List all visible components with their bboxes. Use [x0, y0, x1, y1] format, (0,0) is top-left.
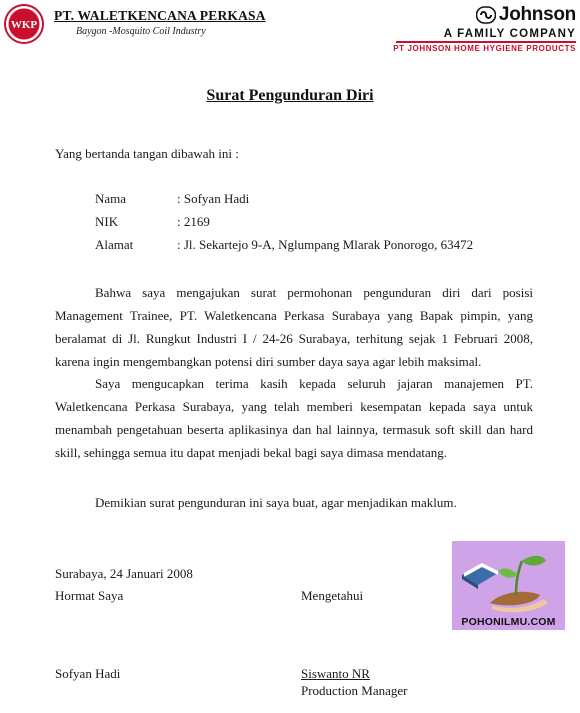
field-label: Nama: [95, 191, 127, 206]
hormat-saya: Hormat Saya: [55, 588, 124, 603]
brand-tagline: A FAMILY COMPANY: [443, 28, 576, 40]
signer-name: Sofyan Hadi: [55, 666, 121, 681]
watermark-badge: [452, 541, 565, 630]
book-plant-icon: [452, 541, 565, 615]
johnson-brand: [326, 4, 576, 53]
paragraph-1: Bahwa saya mengajukan surat permohonan pengunduran diri dari posisi Management Trainee, PT. Waletkencana Perkasa Surabaya yang Bapak pimpin, yang beralamat di Jl. Rungkut Industri I / 24-26 Surabaya, terhitung sejak 1 Februari 2008, karena ingin mengembangkan potensi diri sumber daya saya agar lebih maksimal.: [55, 285, 533, 369]
field-value: : Jl. Sekartejo 9-A, Nglumpang Mlarak Ponorogo, 63472: [177, 237, 474, 252]
field-row-nama: [95, 187, 473, 210]
field-label: Alamat: [95, 237, 134, 252]
field-value: : Sofyan Hadi: [177, 191, 250, 206]
watermark-text: POHONILMU.COM: [461, 616, 556, 628]
letter-intro: Yang bertanda tangan dibawah ini :: [55, 146, 239, 161]
wkp-logo-text: WKP: [10, 19, 38, 31]
mengetahui-label: Mengetahui: [301, 588, 364, 603]
letter-title: Surat Pengunduran Diri: [206, 87, 374, 104]
company-name: PT. WALETKENCANA PERKASA: [54, 8, 266, 23]
field-value: : 2169: [177, 214, 210, 229]
johnson-logo: [476, 4, 576, 26]
company-subtitle: Baygon -Mosquito Coil Industry: [76, 26, 206, 37]
letter-date: Surabaya, 24 Januari 2008: [55, 566, 193, 581]
sc-emblem-icon: [476, 6, 496, 24]
brand-divider: [396, 41, 576, 43]
identity-fields: [95, 187, 473, 256]
closing-statement: Demikian surat pengunduran ini saya buat, agar menjadikan maklum.: [95, 495, 457, 510]
field-label: NIK: [95, 214, 119, 229]
wkp-logo-icon: [4, 4, 44, 44]
field-row-nik: [95, 210, 473, 233]
company-block: [54, 8, 266, 37]
field-row-alamat: [95, 233, 473, 256]
approver-title: Production Manager: [301, 683, 408, 698]
brand-name: Johnson: [498, 4, 576, 25]
paragraph-2: Saya mengucapkan terima kasih kepada seluruh jajaran manajemen PT. Waletkencana Perkasa Surabaya, yang telah memberi kesempatan kepada saya untuk menambah pengetahuan beserta aplikasinya dan hal lainnya, termasuk soft skill dan hard skill, sehingga semua itu dapat menjadi bekal bagi saya dimasa mendatang.: [55, 376, 533, 460]
brand-subtitle: PT JOHNSON HOME HYGIENE PRODUCTS: [393, 44, 576, 53]
approver-name: Siswanto NR: [301, 666, 370, 681]
